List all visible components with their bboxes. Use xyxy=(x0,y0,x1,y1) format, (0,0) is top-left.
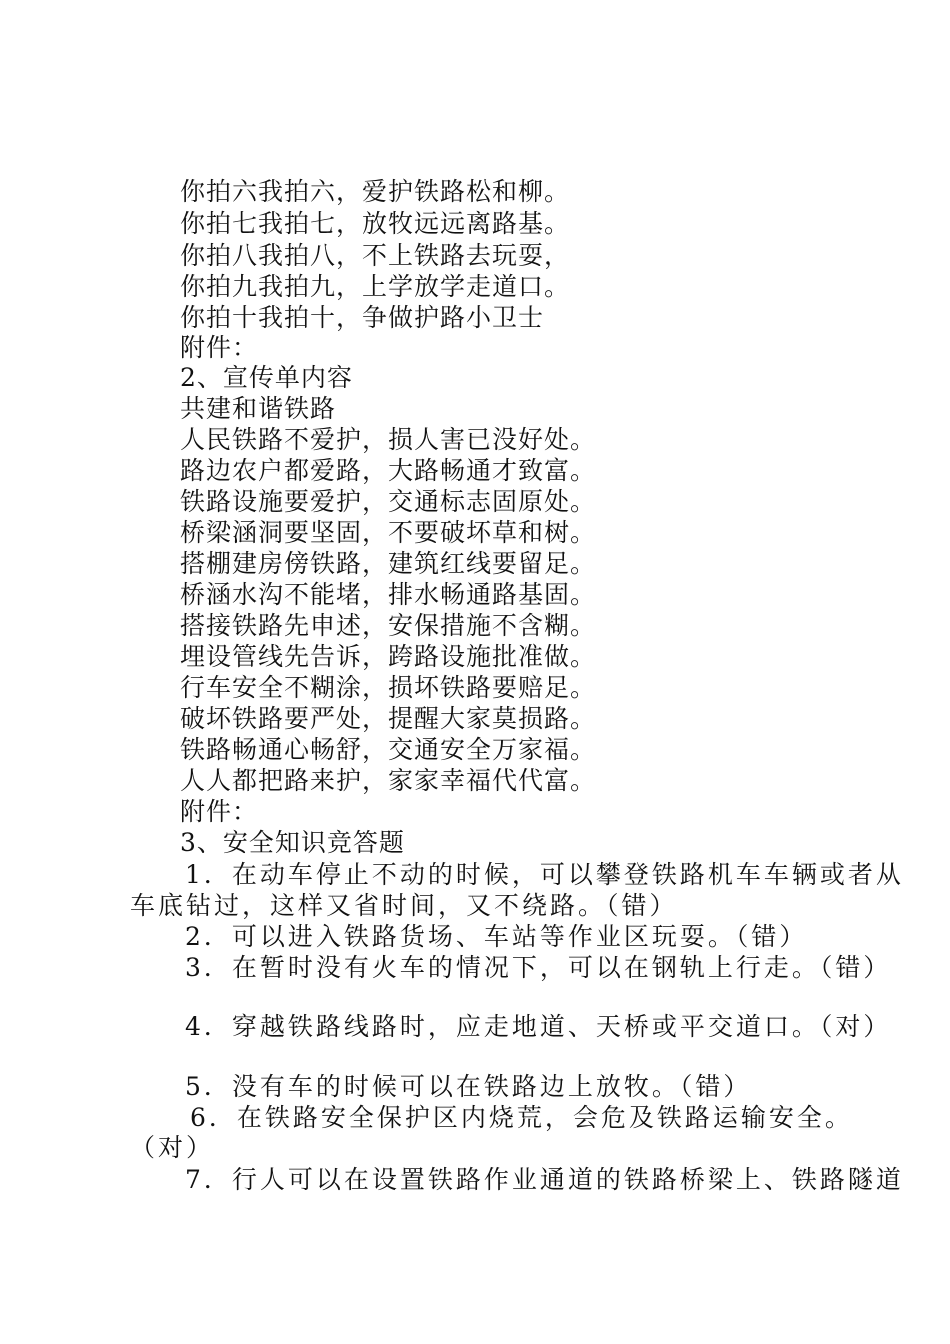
leaflet-verse: 破坏铁路要严处，提醒大家莫损路。 xyxy=(180,704,597,733)
quiz-question-2: 2．可以进入铁路货场、车站等作业区玩耍。（错） xyxy=(185,922,808,951)
section-heading: 3、安全知识竞答题 xyxy=(180,828,405,857)
quiz-question-1-cont: 车底钻过，这样又省时间，又不绕路。（错） xyxy=(130,891,678,920)
quiz-question-3: 3．在暂时没有火车的情况下，可以在钢轨上行走。（错） xyxy=(185,953,892,982)
song-line: 你拍八我拍八，不上铁路去玩耍， xyxy=(180,241,571,270)
song-line: 你拍六我拍六，爱护铁路松和柳。 xyxy=(180,177,571,206)
attachment-label: 附件： xyxy=(180,797,259,826)
quiz-question-5: 5．没有车的时候可以在铁路边上放牧。（错） xyxy=(185,1072,752,1101)
quiz-question-6-cont: （对） xyxy=(130,1133,215,1162)
quiz-question-1: 1．在动车停止不动的时候，可以攀登铁路机车车辆或者从 xyxy=(185,860,904,889)
song-line: 你拍九我拍九，上学放学走道口。 xyxy=(180,272,571,301)
quiz-question-6: 6．在铁路安全保护区内烧荒，会危及铁路运输安全。 xyxy=(190,1103,853,1132)
leaflet-verse: 桥梁涵洞要坚固，不要破坏草和树。 xyxy=(180,518,597,547)
section-heading: 2、宣传单内容 xyxy=(180,363,353,392)
leaflet-verse: 搭棚建房傍铁路，建筑红线要留足。 xyxy=(180,549,597,578)
quiz-question-7: 7．行人可以在设置铁路作业通道的铁路桥梁上、铁路隧道 xyxy=(185,1165,904,1194)
leaflet-verse: 人人都把路来护，家家幸福代代富。 xyxy=(180,766,597,795)
leaflet-verse: 路边农户都爱路，大路畅通才致富。 xyxy=(180,456,597,485)
leaflet-title: 共建和谐铁路 xyxy=(180,394,337,423)
song-line: 你拍七我拍七，放牧远远离路基。 xyxy=(180,209,571,238)
attachment-label: 附件： xyxy=(180,333,259,362)
leaflet-verse: 埋设管线先告诉，跨路设施批准做。 xyxy=(180,642,597,671)
song-line: 你拍十我拍十，争做护路小卫士 xyxy=(180,303,545,332)
leaflet-verse: 行车安全不糊涂，损坏铁路要赔足。 xyxy=(180,673,597,702)
leaflet-verse: 铁路畅通心畅舒，交通安全万家福。 xyxy=(180,735,597,764)
leaflet-verse: 桥涵水沟不能堵，排水畅通路基固。 xyxy=(180,580,597,609)
leaflet-verse: 人民铁路不爱护，损人害已没好处。 xyxy=(180,425,597,454)
leaflet-verse: 铁路设施要爱护，交通标志固原处。 xyxy=(180,487,597,516)
leaflet-verse: 搭接铁路先申述，安保措施不含糊。 xyxy=(180,611,597,640)
quiz-question-4: 4．穿越铁路线路时，应走地道、天桥或平交道口。（对） xyxy=(185,1012,892,1041)
